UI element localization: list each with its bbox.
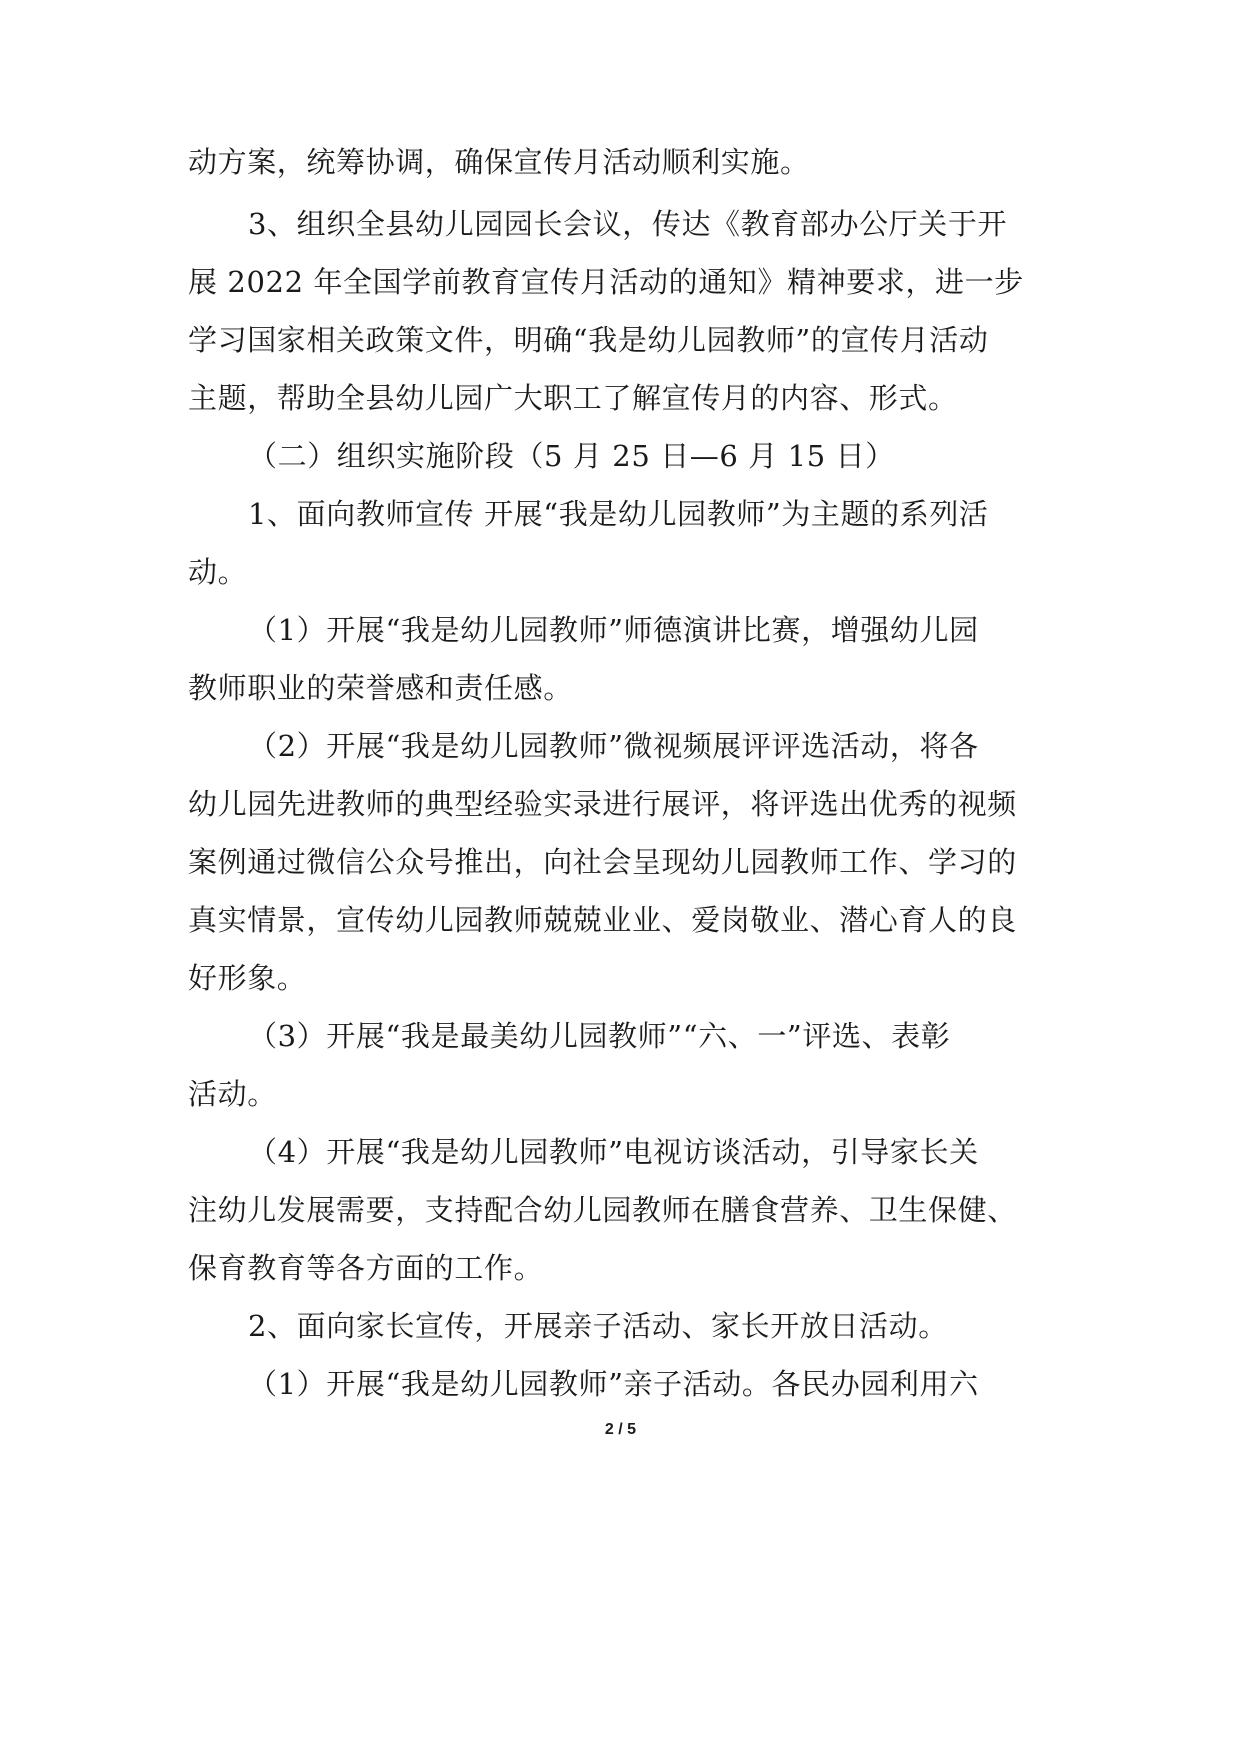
paragraph-first-line: （2）开展“我是幼儿园教师”微视频展评评选活动，将各 [248, 729, 979, 763]
paragraph-first-line: 1、面向教师宣传 开展“我是幼儿园教师”为主题的系列活 [248, 497, 989, 531]
body-text-line: 活动。 [188, 1077, 277, 1111]
paragraph-first-line: （1）开展“我是幼儿园教师”亲子活动。各民办园利用六 [248, 1367, 979, 1401]
paragraph-first-line: 3、组织全县幼儿园园长会议，传达《教育部办公厅关于开 [248, 207, 1008, 241]
body-text-line: 好形象。 [188, 961, 307, 995]
section-heading: （二）组织实施阶段（5 月 25 日—6 月 15 日） [248, 439, 895, 473]
body-text-line: 保育教育等各方面的工作。 [188, 1251, 544, 1285]
body-text-line: 动。 [188, 555, 248, 589]
body-text-line: 展 2022 年全国学前教育宣传月活动的通知》精神要求，进一步 [188, 265, 1024, 299]
body-text-line: 真实情景，宣传幼儿园教师兢兢业业、爱岗敬业、潜心育人的良 [188, 903, 1017, 937]
body-text-line: 注幼儿发展需要，支持配合幼儿园教师在膳食营养、卫生保健、 [188, 1193, 1017, 1227]
body-text-line: 动方案，统筹协调，确保宣传月活动顺利实施。 [188, 145, 810, 179]
paragraph-first-line: 2、面向家长宣传，开展亲子活动、家长开放日活动。 [248, 1309, 948, 1343]
body-text-line: 学习国家相关政策文件，明确“我是幼儿园教师”的宣传月活动 [188, 323, 989, 357]
page-number: 2 / 5 [604, 1421, 637, 1438]
body-text-line: 教师职业的荣誉感和责任感。 [188, 671, 573, 705]
body-text-line: 案例通过微信公众号推出，向社会呈现幼儿园教师工作、学习的 [188, 845, 1017, 879]
paragraph-first-line: （1）开展“我是幼儿园教师”师德演讲比赛，增强幼儿园 [248, 613, 979, 647]
body-text-line: 幼儿园先进教师的典型经验实录进行展评，将评选出优秀的视频 [188, 787, 1017, 821]
paragraph-first-line: （3）开展“我是最美幼儿园教师”“六、一”评选、表彰 [248, 1019, 951, 1053]
paragraph-first-line: （4）开展“我是幼儿园教师”电视访谈活动，引导家长关 [248, 1135, 979, 1169]
body-text-line: 主题，帮助全县幼儿园广大职工了解宣传月的内容、形式。 [188, 381, 958, 415]
